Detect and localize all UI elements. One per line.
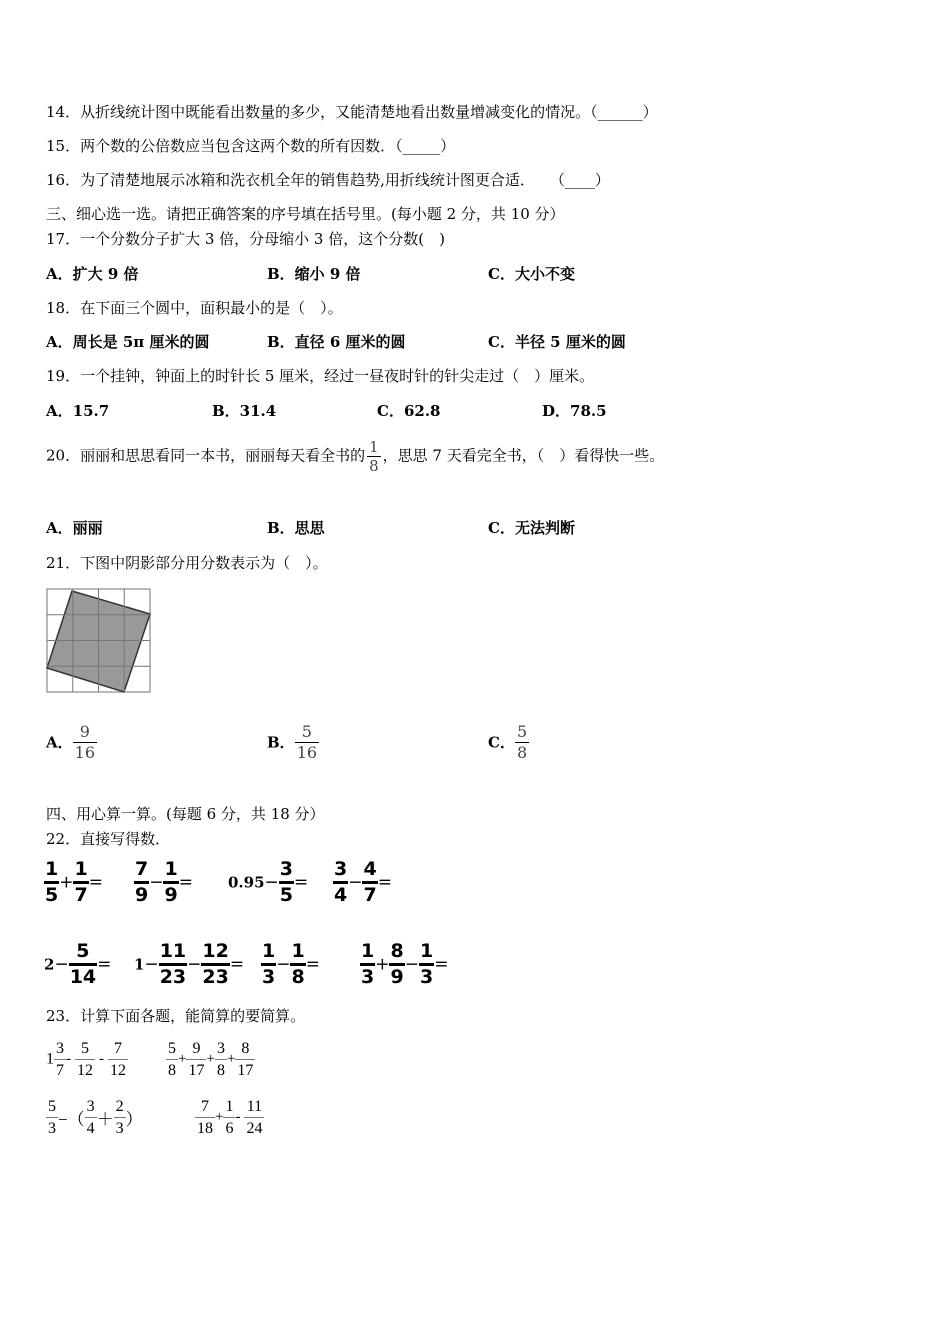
- q20-option-a: A．丽丽: [46, 519, 103, 537]
- q19-option-b: B．31.4: [212, 402, 277, 420]
- q23-2-op2: +: [206, 1051, 215, 1067]
- q23-1-whole: 1: [46, 1050, 54, 1068]
- q21-a-den: 16: [74, 743, 95, 762]
- q21-a-num: 9: [79, 722, 90, 741]
- q22-3-whole: 0.95: [228, 873, 265, 892]
- q23-3-num-b: 3: [86, 1098, 95, 1115]
- q21-option-c: [488, 722, 529, 763]
- q18-option-b: B．直径 6 厘米的圆: [267, 333, 406, 351]
- q23-4-op2: -: [235, 1109, 241, 1125]
- q22-expr-7: [261, 940, 320, 989]
- q22-6-den-a: 23: [159, 963, 187, 989]
- q22-8-num-a: 1: [361, 940, 375, 962]
- q18-stem: 18．在下面三个圆中，面积最小的是（ ）。: [46, 299, 343, 317]
- q22-3-den: 5: [279, 881, 294, 907]
- q22-4-num-a: 3: [334, 858, 348, 880]
- q22-expr-2: [134, 858, 193, 907]
- q16-text: 16．为了清楚地展示冰箱和洗衣机全年的销售趋势,用折线统计图更合适． （____）: [46, 171, 610, 189]
- q21-option-a-label: A．: [46, 733, 73, 752]
- q22-4-op: −: [348, 872, 363, 893]
- q22-7-eq: =: [305, 954, 320, 975]
- q22-3-num: 3: [279, 858, 294, 880]
- q21-b-den: 16: [296, 743, 318, 762]
- q22-expr-3: [228, 858, 308, 907]
- q22-2-num-b: 1: [164, 858, 178, 880]
- q23-1-num-a: 3: [56, 1040, 64, 1057]
- q22-7-den-b: 8: [290, 963, 305, 989]
- q22-5-num: 5: [76, 940, 90, 962]
- q20-stem-part2: ，思思 7 天看完全书，（ ）看得快一些。: [382, 446, 665, 465]
- q22-1-den-b: 7: [73, 881, 88, 907]
- q22-5-eq: =: [97, 954, 112, 975]
- q23-stem: 23．计算下面各题，能简算的要简算。: [46, 1007, 306, 1025]
- q23-2-num-b: 9: [192, 1040, 201, 1057]
- q22-6-den-b: 23: [201, 963, 229, 989]
- q23-4-num-a: 7: [201, 1098, 209, 1115]
- q22-8-den-c: 3: [419, 963, 434, 989]
- q22-2-op: −: [149, 872, 164, 893]
- q22-2-num-a: 7: [135, 858, 149, 880]
- q22-expr-1: [44, 858, 103, 907]
- q23-3-close-paren: ）: [125, 1110, 143, 1129]
- q22-1-eq: =: [88, 872, 103, 893]
- q22-expr-8: [360, 940, 448, 989]
- q20-option-c: C．无法判断: [488, 519, 575, 537]
- q23-expr-3: [46, 1096, 143, 1139]
- q22-8-num-c: 1: [419, 940, 434, 962]
- q17-stem: 17．一个分数分子扩大 3 倍，分母缩小 3 倍，这个分数( ): [46, 230, 445, 248]
- q22-7-num-b: 1: [291, 940, 305, 962]
- q23-3-num-c: 2: [115, 1098, 124, 1115]
- q21-option-b-label: B．: [267, 733, 295, 752]
- q21-stem: 21．下图中阴影部分用分数表示为（ ）。: [46, 554, 328, 572]
- q22-expr-6: [134, 940, 244, 989]
- q22-expr-4: [333, 858, 392, 907]
- q22-8-eq: =: [434, 954, 449, 975]
- q23-3-den-a: 3: [46, 1117, 58, 1139]
- q22-3-eq: =: [294, 872, 309, 893]
- q23-2-den-a: 8: [166, 1059, 178, 1081]
- q23-2-op: +: [178, 1051, 187, 1067]
- q23-2-den-d: 17: [235, 1059, 255, 1081]
- q19-option-a: A．15.7: [46, 402, 110, 420]
- q15-text: 15．两个数的公倍数应当包含这两个数的所有因数．（_____）: [46, 137, 456, 155]
- q23-4-den-c: 24: [244, 1117, 264, 1139]
- q22-2-den-a: 9: [134, 881, 149, 907]
- q23-1-num-b: 5: [81, 1040, 89, 1057]
- q22-5-whole: 2: [44, 955, 55, 974]
- q23-2-num-a: 5: [168, 1040, 176, 1057]
- q22-2-den-b: 9: [163, 881, 178, 907]
- q20-stem: [46, 438, 664, 475]
- q22-5-den: 14: [69, 963, 97, 989]
- q19-option-c: C．62.8: [377, 402, 441, 420]
- q22-8-op2: −: [404, 954, 419, 975]
- q21-option-a: [46, 722, 97, 763]
- q23-4-op: +: [215, 1109, 224, 1125]
- q22-1-num-b: 1: [74, 858, 88, 880]
- q22-1-den-a: 5: [44, 881, 59, 907]
- q23-4-num-c: 11: [246, 1098, 263, 1115]
- section4-title: 四、用心算一算。(每题 6 分，共 18 分）: [46, 805, 325, 823]
- q22-1-op: +: [59, 872, 74, 893]
- q19-stem: 19．一个挂钟，钟面上的时针长 5 厘米，经过一昼夜时针的针尖走过（ ）厘米。: [46, 367, 595, 385]
- q22-6-eq: =: [229, 954, 245, 975]
- q17-option-b: B．缩小 9 倍: [267, 265, 361, 283]
- q21-option-c-label: C．: [488, 733, 515, 752]
- q17-option-a: A．扩大 9 倍: [46, 265, 139, 283]
- q22-2-eq: =: [178, 872, 193, 893]
- q23-4-den-b: 6: [223, 1117, 235, 1139]
- q22-1-num-a: 1: [45, 858, 59, 880]
- q23-1-den-b: 12: [75, 1059, 95, 1081]
- q23-1-op: -: [66, 1051, 71, 1067]
- q23-1-den-c: 12: [108, 1059, 128, 1081]
- q22-8-op: +: [375, 954, 390, 975]
- q22-6-op2: −: [187, 954, 202, 975]
- q18-option-c: C．半径 5 厘米的圆: [488, 333, 626, 351]
- q23-4-num-b: 1: [225, 1098, 234, 1115]
- q21-c-den: 8: [516, 743, 528, 762]
- q22-4-den-a: 4: [333, 881, 348, 907]
- q14-text: 14．从折线统计图中既能看出数量的多少，又能清楚地看出数量增减变化的情况。（______）: [46, 103, 658, 121]
- q20-option-b: B．思思: [267, 519, 325, 537]
- q22-6-num-b: 12: [202, 940, 229, 962]
- q22-6-op: −: [144, 954, 159, 975]
- q23-2-num-c: 3: [216, 1040, 225, 1057]
- q21-b-num: 5: [301, 722, 312, 741]
- q20-frac-denominator: 8: [369, 457, 379, 475]
- q20-stem-part1: 20．丽丽和思思看同一本书，丽丽每天看全书的: [46, 446, 366, 465]
- q23-4-den-a: 18: [195, 1117, 215, 1139]
- q23-3-op: −（: [58, 1110, 85, 1129]
- q21-option-b: [267, 722, 319, 763]
- q23-expr-1: [46, 1038, 128, 1081]
- q22-6-whole: 1: [134, 955, 145, 974]
- q22-7-den-a: 3: [261, 963, 276, 989]
- q23-1-op2: -: [99, 1051, 104, 1067]
- q23-1-den-a: 7: [54, 1059, 66, 1081]
- q22-5-op: −: [54, 954, 69, 975]
- q20-frac-numerator: 1: [369, 438, 379, 456]
- q22-6-num-a: 11: [159, 940, 187, 962]
- q22-8-num-b: 8: [390, 940, 404, 962]
- q22-4-den-b: 7: [362, 881, 377, 907]
- q22-4-eq: =: [377, 872, 392, 893]
- q21-c-num: 5: [516, 722, 528, 741]
- q22-7-op: −: [276, 954, 291, 975]
- q23-3-num-a: 5: [48, 1098, 56, 1115]
- q22-stem: 22．直接写得数．: [46, 830, 171, 848]
- q23-3-den-b: 4: [85, 1117, 97, 1139]
- q23-2-den-c: 8: [215, 1059, 227, 1081]
- q22-expr-5: [44, 940, 111, 989]
- q17-option-c: C．大小不变: [488, 265, 575, 283]
- q22-8-den-b: 9: [389, 963, 404, 989]
- q23-2-op3: +: [226, 1051, 236, 1067]
- section3-title: 三、细心选一选。请把正确答案的序号填在括号里。(每小题 2 分，共 10 分）: [46, 205, 565, 223]
- q23-2-den-b: 17: [186, 1059, 206, 1081]
- q22-3-op: −: [264, 872, 279, 893]
- q21-grid-figure: [46, 588, 152, 694]
- q23-3-den-c: 3: [114, 1117, 126, 1139]
- q23-3-op2: ＋: [96, 1110, 114, 1129]
- q22-4-num-b: 4: [363, 858, 377, 880]
- q23-2-num-d: 8: [241, 1040, 250, 1057]
- q22-7-num-a: 1: [262, 940, 276, 962]
- q19-option-d: D．78.5: [542, 402, 607, 420]
- q23-expr-4: [195, 1096, 264, 1139]
- q23-expr-2: [166, 1038, 255, 1081]
- q18-option-a: A．周长是 5π 厘米的圆: [46, 333, 210, 351]
- q22-8-den-a: 3: [360, 963, 375, 989]
- q23-1-num-c: 7: [114, 1040, 122, 1057]
